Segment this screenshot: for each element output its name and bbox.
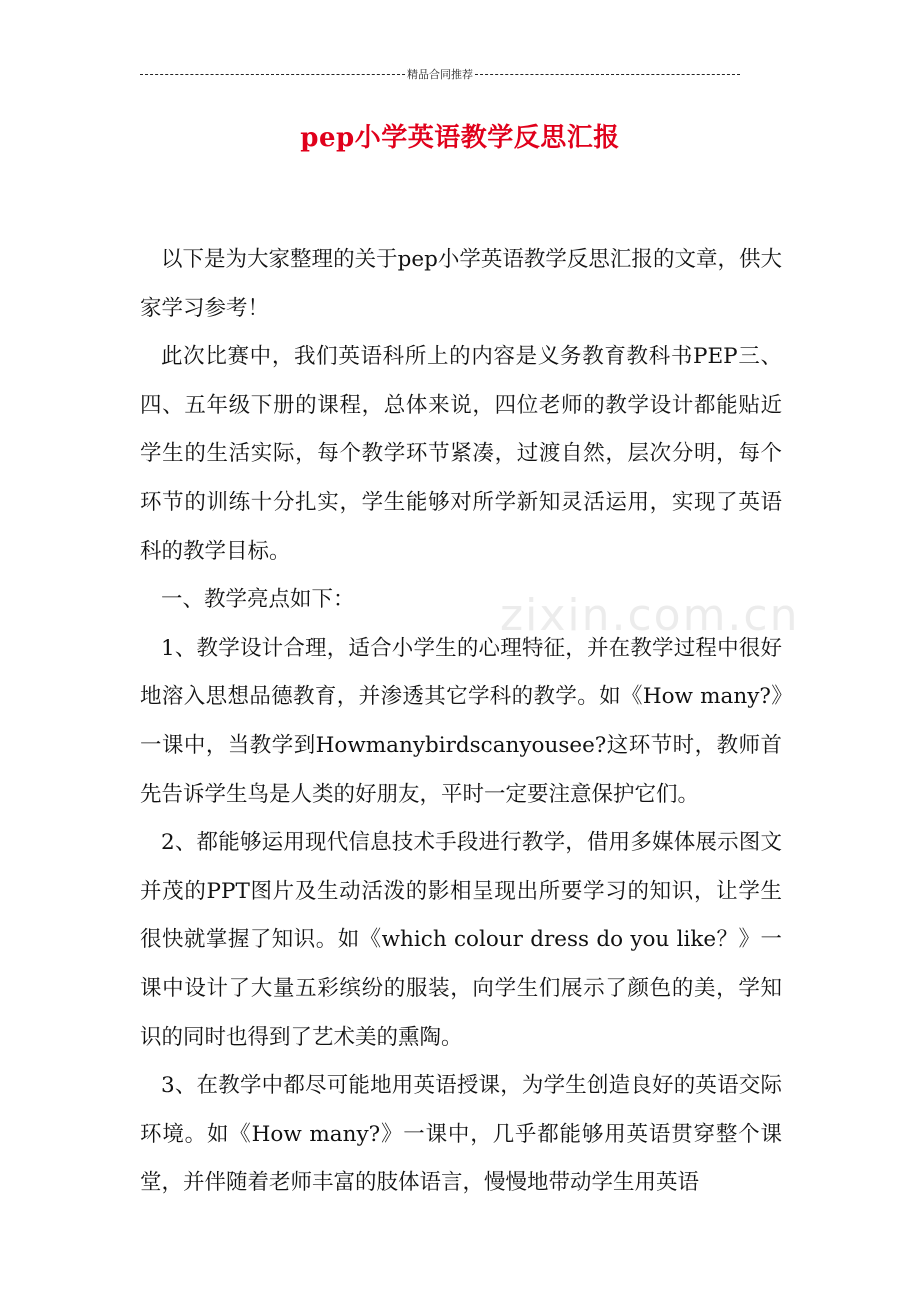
header-dash-left	[140, 74, 405, 75]
header-dash-right	[475, 74, 740, 75]
document-body	[140, 236, 782, 1208]
paragraph-point-3: 3、在教学中都尽可能地用英语授课，为学生创造良好的英语交际环境。如《How many?》一课中，几乎都能够用英语贯穿整个课堂，并伴随着老师丰富的肢体语言，慢慢地带动学生用英语	[140, 1073, 782, 1196]
paragraph-section-heading: 一、教学亮点如下：	[161, 587, 355, 613]
paragraph-intro: 以下是为大家整理的关于pep小学英语教学反思汇报的文章，供大家学习参考！	[140, 247, 782, 321]
header-label: 精品合同推荐	[407, 68, 473, 81]
paragraph-point-1: 1、教学设计合理，适合小学生的心理特征，并在教学过程中很好地溶入思想品德教育，并渗透其它学科的教学。如《How many?》一课中，当教学到Howmanybirdscanyousee?这环节时，教师首先告诉学生鸟是人类的好朋友，平时一定要注意保护它们。	[140, 635, 782, 807]
watermark: zixin.com.cn	[500, 590, 800, 641]
paragraph-point-2: 2、都能够运用现代信息技术手段进行教学，借用多媒体展示图文并茂的PPT图片及生动活泼的影相呈现出所要学习的知识，让学生很快就掌握了知识。如《which colour dress do you like？》一课中设计了大量五彩缤纷的服装，向学生们展示了颜色的美，学知识的同时也得到了艺术美的熏陶。	[140, 830, 782, 1050]
document-title: pep小学英语教学反思汇报	[300, 123, 620, 153]
paragraph-summary: 此次比赛中，我们英语科所上的内容是义务教育教科书PEP三、四、五年级下册的课程，总体来说，四位老师的教学设计都能贴近学生的生活实际，每个教学环节紧凑，过渡自然，层次分明，每个环节的训练十分扎实，学生能够对所学新知灵活运用，实现了英语科的教学目标。	[140, 344, 782, 564]
page-header	[140, 66, 740, 82]
